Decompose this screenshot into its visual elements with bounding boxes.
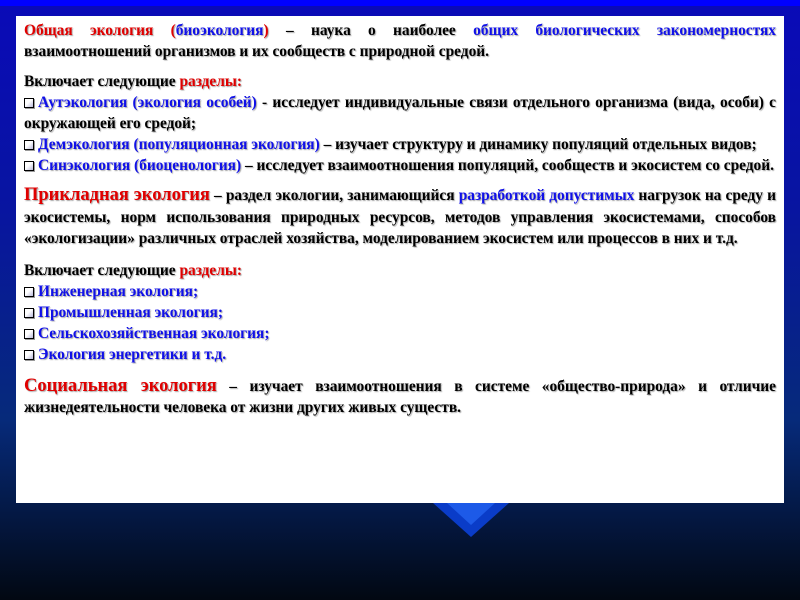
- applied-ecology-text-end: нагрузок на среду и экосистемы, норм использования природных ресурсов, методов управления экосистемами, способов «экологизации» различных отраслей хозяйства, моделированием экосистем или процессов в них и т.д.: [24, 187, 776, 247]
- checkbox-bullet-icon: [24, 287, 34, 297]
- checkbox-bullet-icon: [24, 140, 34, 150]
- checkbox-bullet-icon: [24, 308, 34, 318]
- list-item-engineering: [24, 281, 776, 302]
- bioecology-term: биоэкология: [175, 22, 264, 39]
- applied-ecology-term: Прикладная экология: [24, 185, 210, 205]
- industrial-ecology-label: Промышленная экология;: [38, 303, 223, 321]
- synecology-term: Синэкология (биоценология): [38, 157, 242, 174]
- engineering-ecology-label: Инженерная экология;: [38, 282, 199, 300]
- applied-ecology-text: – раздел экологии, занимающийся: [209, 187, 459, 204]
- demecology-term: Демэкология (популяционная экология): [38, 136, 320, 153]
- checkbox-bullet-icon: [24, 161, 34, 171]
- general-ecology-text: – наука о наиболее: [268, 22, 474, 39]
- checkbox-bullet-icon: [24, 98, 34, 108]
- list-item-autecology: [24, 92, 776, 134]
- list-item-industrial: [24, 302, 776, 323]
- autecology-term: Аутэкология (экология особей): [38, 94, 257, 111]
- top-accent-stripe: [0, 0, 800, 6]
- general-ecology-highlight: общих биологических закономерностях: [473, 22, 776, 39]
- checkbox-bullet-icon: [24, 350, 34, 360]
- sections-intro-text: Включает следующие: [24, 261, 180, 279]
- general-ecology-text-end: взаимоотношений организмов и их сообществ с природной средой.: [24, 43, 489, 60]
- checkbox-bullet-icon: [24, 329, 34, 339]
- sections-intro-2: [24, 260, 776, 281]
- sections-intro-text: Включает следующие: [24, 73, 180, 90]
- applied-ecology-paragraph: [24, 185, 776, 250]
- social-ecology-term: Социальная экология: [24, 375, 217, 396]
- sections-intro-highlight: разделы:: [179, 73, 242, 90]
- demecology-text: – изучает структуру и динамику популяций отдельных видов;: [319, 136, 757, 153]
- social-ecology-paragraph: [24, 376, 776, 419]
- list-item-demecology: [24, 134, 776, 155]
- content-panel: [16, 16, 784, 503]
- general-ecology-term: Общая экология (: [24, 22, 176, 39]
- sections-intro-highlight: разделы:: [179, 261, 242, 279]
- general-ecology-term-close: ): [263, 22, 269, 39]
- list-item-agricultural: [24, 323, 776, 344]
- energy-ecology-label: Экология энергетики и т.д.: [38, 345, 227, 363]
- general-ecology-paragraph: [24, 20, 776, 62]
- list-item-energy: [24, 344, 776, 365]
- social-ecology-text: – изучает взаимоотношения в системе «общество-природа» и отличие жизнедеятельности человека от жизни других живых существ.: [24, 377, 776, 416]
- list-item-synecology: [24, 155, 776, 176]
- sections-intro-1: [24, 71, 776, 92]
- autecology-text: - исследует индивидуальные связи отдельного организма (вида, особи) с окружающей его средой;: [24, 94, 776, 132]
- applied-ecology-highlight: разработкой допустимых: [458, 187, 635, 204]
- agricultural-ecology-label: Сельскохозяйственная экология;: [38, 324, 270, 342]
- down-arrow-highlight: [447, 503, 495, 525]
- synecology-text: – исследует взаимоотношения популяций, сообществ и экосистем со средой.: [241, 157, 774, 174]
